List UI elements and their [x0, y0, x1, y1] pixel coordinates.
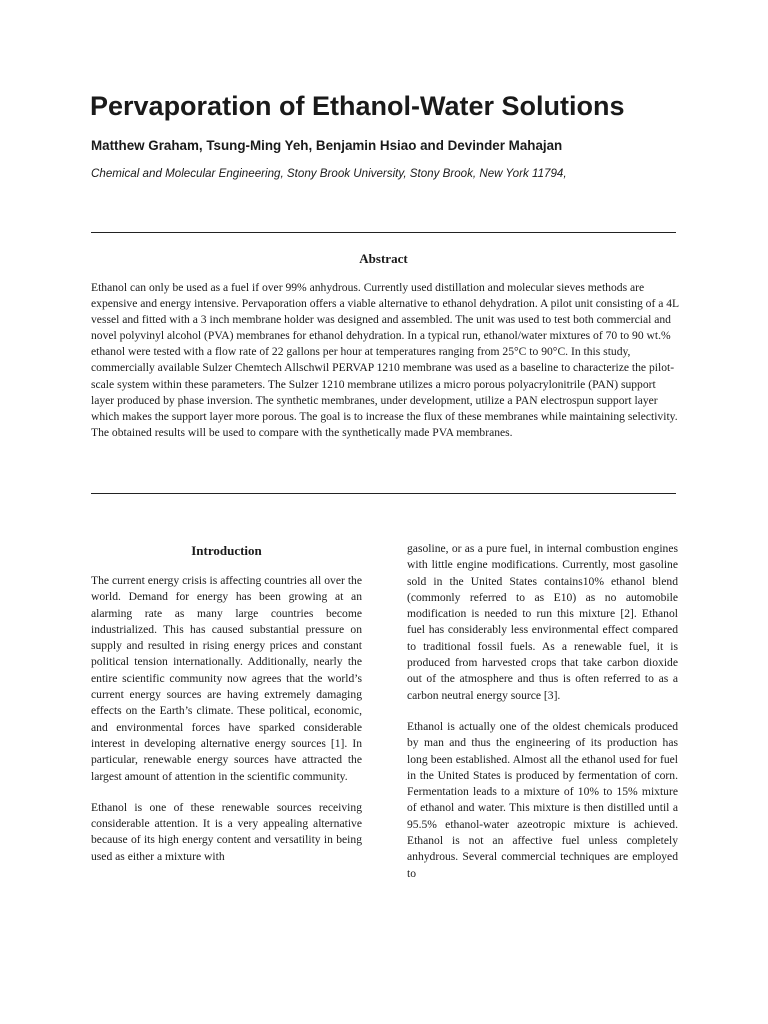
- intro-paragraph-1: The current energy crisis is affecting countries all over the world. Demand for energy has been growing at an alarming rate as many large countries become industrialized. This has caused substantial pressure on supply and resulted in rising energy prices and constant political tension internationally. Additionally, nearly the entire scientific community now agrees that the world’s current energy sources are having extremely damaging effects on the Earth’s climate. These political, economic, and environmental forces have sparked considerable interest in developing alternative energy sources [1]. In particular, renewable energy sources have attracted the largest amount of attention in the scientific community.: [91, 574, 362, 783]
- paper-title: Pervaporation of Ethanol-Water Solutions: [90, 91, 625, 121]
- top-divider: [91, 232, 676, 233]
- paper-authors: Matthew Graham, Tsung-Ming Yeh, Benjamin Hsiao and Devinder Mahajan: [91, 138, 563, 153]
- right-column: [407, 541, 678, 897]
- intro-paragraph-3: gasoline, or as a pure fuel, in internal combustion engines with little engine modifications. Currently, most gasoline sold in the United States contains10% ethanol blend (commonly referred to as E10) as no automobile modification is needed to run this mixture [2]. Ethanol fuel has considerably less environmental effect compared to traditional fossil fuels. As a renewable fuel, it is produced from harvested crops that take carbon dioxide out of the atmosphere and thus is often referred to as a carbon neutral energy source [3].: [407, 542, 678, 702]
- abstract-text: Ethanol can only be used as a fuel if over 99% anhydrous. Currently used distillation and molecular sieves methods are expensive and energy intensive. Pervaporation offers a viable alternative to ethanol dehydration. A pilot unit consisting of a 4L vessel and fitted with a 3 inch membrane holder was designed and assembled. The unit was used to test both commercial and novel polyvinyl alcohol (PVA) membranes for ethanol dehydration. In a typical run, ethanol/water mixtures of 70 to 90 wt.% ethanol were tested with a flow rate of 22 gallons per hour at temperatures ranging from 25°C to 90°C. In this study, commercially available Sulzer Chemtech Allschwil PERVAP 1210 membrane was used as a baseline to characterize the pilot-scale system within these parameters. The Sulzer 1210 membrane utilizes a micro porous polyacrylonitrile (PAN) support layer produced by phase inversion. The synthetic membranes, under development, utilize a PAN electrospun support layer which makes the support layer more porous. The goal is to increase the flux of these membranes while maintaining selectivity. The obtained results will be used to compare with the synthetically made PVA membranes.: [91, 281, 679, 439]
- bottom-divider: [91, 493, 676, 494]
- left-column: [91, 542, 362, 880]
- intro-paragraph-4: Ethanol is actually one of the oldest chemicals produced by man and thus the engineering of its production has long been established. Almost all the ethanol used for fuel in the United States is produced by fermentation of corn. Fermentation leads to a mixture of 10% to 15% mixture of ethanol and water. This mixture is then distilled until a 95.5% ethanol-water azeotropic mixture is achieved. Ethanol is not an affective fuel unless completely anhydrous. Several commercial techniques are employed to: [407, 719, 678, 880]
- paper-affiliation: Chemical and Molecular Engineering, Stony Brook University, Stony Brook, New York 11794,: [91, 167, 567, 180]
- intro-paragraph-2: Ethanol is one of these renewable sources receiving considerable attention. It is a very appealing alternative because of its high energy content and versatility in being used as either a mixture with: [91, 800, 362, 863]
- introduction-heading: Introduction: [191, 543, 262, 558]
- abstract-heading: Abstract: [359, 251, 408, 266]
